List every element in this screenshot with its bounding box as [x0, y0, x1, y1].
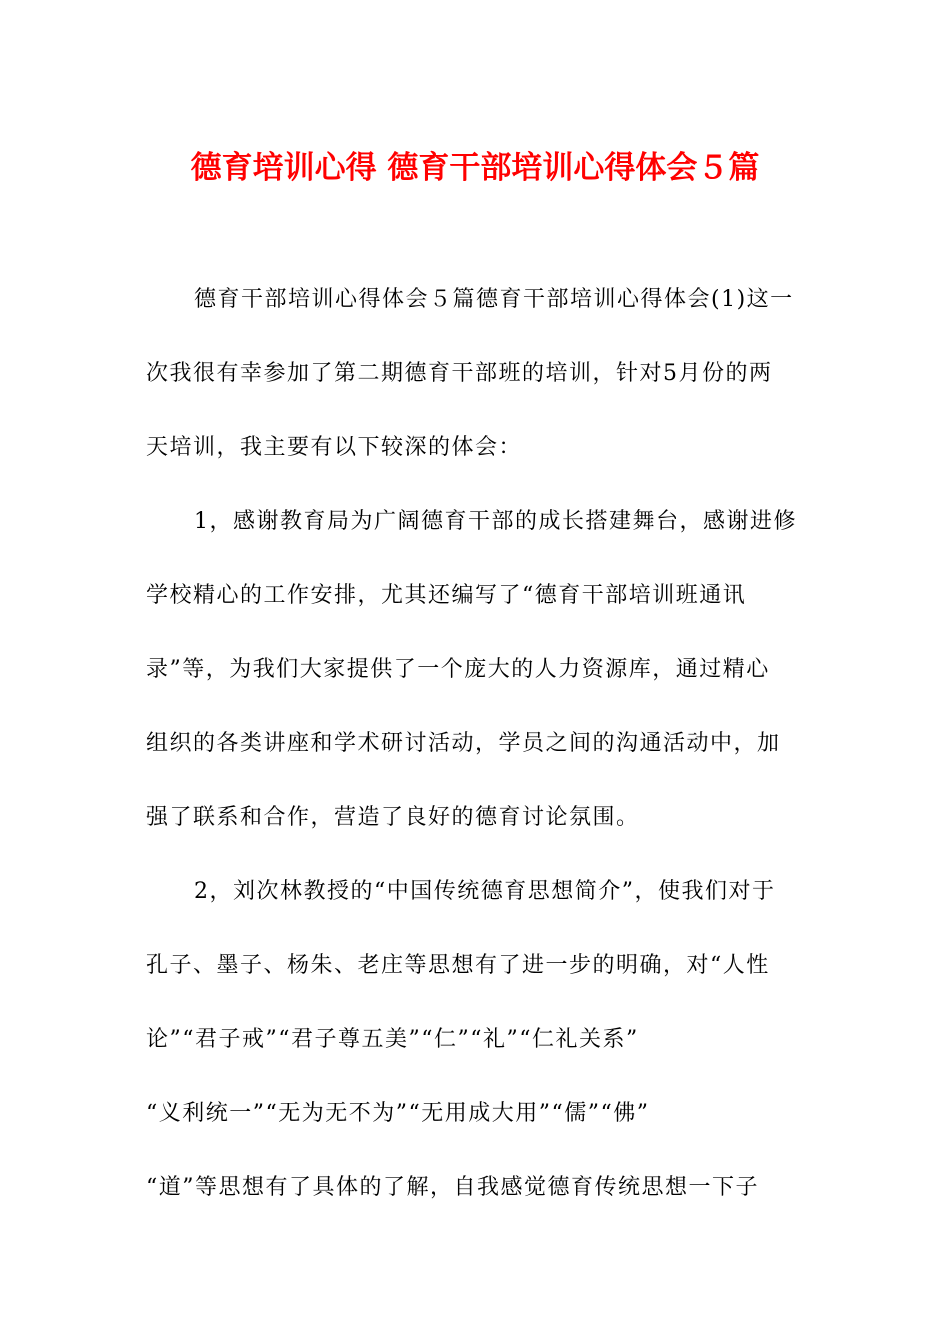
- paragraph-2-line-2: 学校精心的工作安排，尤其还编写了“德育干部培训班通讯: [146, 583, 747, 608]
- paragraph-1-line-2: 次我很有幸参加了第二期德育干部班的培训，针对5月份的两: [146, 361, 773, 386]
- paragraph-2-line-3: 录”等，为我们大家提供了一个庞大的人力资源库，通过精心: [146, 657, 770, 682]
- paragraph-3-line-2: 孔子、墨子、杨朱、老庄等思想有了进一步的明确，对“人性: [146, 953, 770, 978]
- paragraph-3-line-3: 论”“君子戒”“君子尊五美”“仁”“礼”“仁礼关系”: [146, 1027, 639, 1052]
- paragraph-3-line-4: “义利统一”“无为无不为”“无用成大用”“儒”“佛”: [146, 1101, 650, 1126]
- paragraph-3-line-1: 2，刘次林教授的“中国传统德育思想简介”，使我们对于: [194, 879, 776, 904]
- paragraph-2-line-1: 1，感谢教育局为广阔德育干部的成长搭建舞台，感谢进修: [194, 509, 797, 534]
- document-title: 德育培训心得 德育干部培训心得体会５篇: [190, 150, 760, 186]
- paragraph-1-line-1: 德育干部培训心得体会５篇德育干部培训心得体会(1)这一: [194, 287, 794, 312]
- paragraph-2-line-4: 组织的各类讲座和学术研讨活动，学员之间的沟通活动中，加: [146, 731, 781, 756]
- paragraph-1-line-3: 天培训，我主要有以下较深的体会：: [146, 435, 523, 460]
- paragraph-2-line-5: 强了联系和合作，营造了良好的德育讨论氛围。: [146, 805, 640, 830]
- paragraph-3-line-5: “道”等思想有了具体的了解，自我感觉德育传统思想一下子: [146, 1175, 759, 1200]
